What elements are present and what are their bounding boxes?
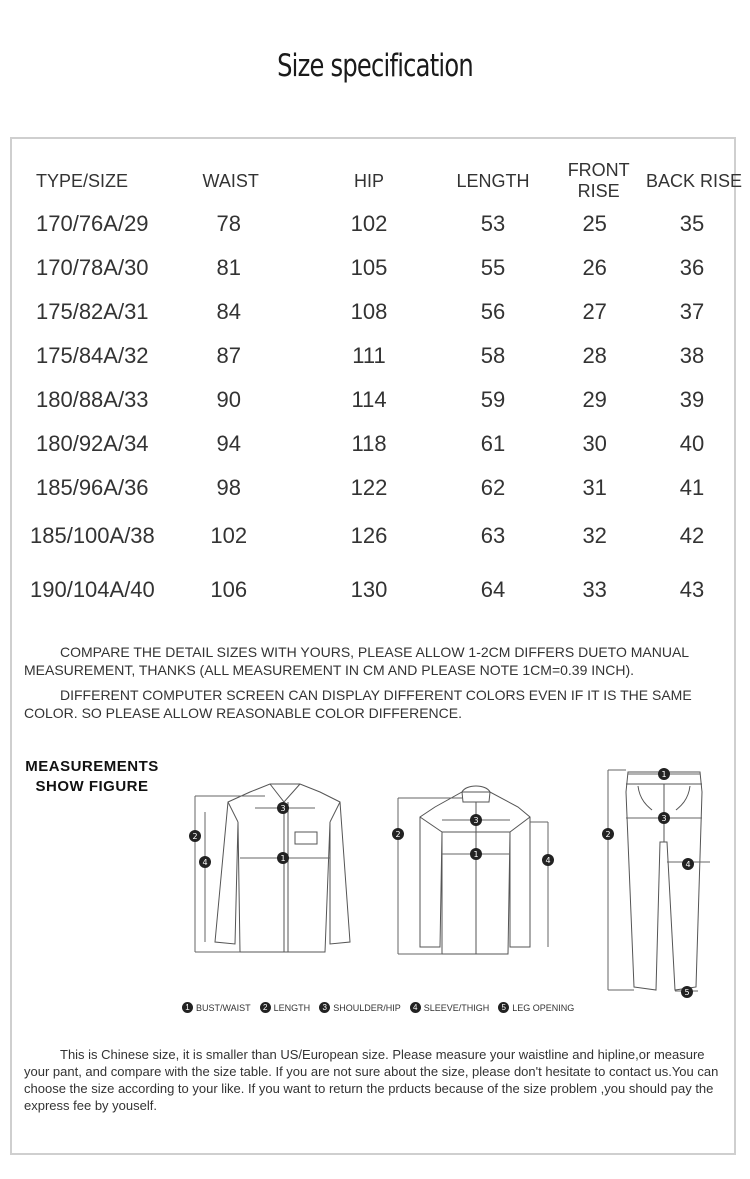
compare-note — [24, 643, 724, 679]
legend-number-icon: 1 — [182, 1002, 193, 1013]
table-row — [22, 246, 750, 290]
legend-label: LENGTH — [273, 1002, 311, 1013]
table-row — [22, 202, 750, 246]
measurement-diagram — [180, 762, 720, 998]
header-type-size: TYPE/SIZE — [36, 170, 129, 191]
cell-waist: 106 — [210, 577, 248, 602]
cell-type-size: 185/96A/36 — [36, 475, 149, 500]
cell-hip: 122 — [350, 475, 388, 500]
table-row — [22, 290, 750, 334]
legend-label: SHOULDER/HIP — [333, 1002, 401, 1013]
svg-text:1: 1 — [473, 850, 479, 859]
legend-label: LEG OPENING — [512, 1002, 575, 1013]
cell-length: 53 — [480, 211, 506, 236]
cell-length: 62 — [480, 475, 506, 500]
measurement-legend — [182, 1002, 574, 1013]
legend-number-icon: 5 — [498, 1002, 509, 1013]
chinese-size-note — [24, 1046, 730, 1114]
color-note-text: DIFFERENT COMPUTER SCREEN CAN DISPLAY DIFFERENT COLORS EVEN IF IT IS THE SAME COLOR. SO PLEASE ALLOW REASONABLE COLOR DIFFERENCE. — [24, 687, 692, 721]
cell-hip: 102 — [350, 211, 388, 236]
cell-front-rise: 33 — [582, 577, 607, 602]
cell-back-rise: 42 — [679, 523, 705, 548]
legend-number-icon: 4 — [410, 1002, 421, 1013]
cell-back-rise: 39 — [679, 387, 705, 412]
cell-type-size: 185/100A/38 — [30, 523, 155, 548]
cell-back-rise: 43 — [679, 577, 705, 602]
cell-hip: 130 — [350, 577, 388, 602]
svg-text:2: 2 — [395, 830, 401, 839]
cell-hip: 118 — [351, 431, 387, 456]
cell-back-rise: 36 — [679, 255, 705, 280]
legend-number-icon: 3 — [319, 1002, 330, 1013]
cell-type-size: 170/78A/30 — [36, 255, 149, 280]
legend-item — [498, 1002, 574, 1013]
cell-waist: 78 — [216, 211, 241, 236]
cell-hip: 111 — [352, 343, 386, 368]
cell-front-rise: 32 — [582, 523, 607, 548]
chinese-size-note-text: This is Chinese size, it is smaller than US/European size. Please measure your waistline and hipline,or measure your pant, and compare with the size table. If you are not sure about the size, please don't hesitate to contact us.You can choose the size according to your like. If you want to return the prducts because of the size problem ,you should pay the express fee by youself. — [24, 1047, 719, 1113]
pants-figure — [626, 772, 702, 990]
figure-label-line2: SHOW FIGURE — [35, 778, 149, 795]
svg-text:1: 1 — [661, 770, 667, 779]
cell-waist: 90 — [216, 387, 241, 412]
cell-front-rise: 29 — [582, 387, 607, 412]
cell-length: 61 — [480, 431, 506, 456]
header-back-rise: BACK RISE — [645, 170, 742, 191]
svg-text:3: 3 — [280, 804, 286, 813]
cell-waist: 87 — [216, 343, 241, 368]
color-note — [24, 686, 724, 722]
table-row — [22, 510, 750, 562]
cell-length: 56 — [480, 299, 506, 324]
figure-label-line1: MEASUREMENTS — [25, 758, 159, 775]
cell-type-size: 180/92A/34 — [36, 431, 149, 456]
cell-hip: 105 — [350, 255, 388, 280]
cell-front-rise: 26 — [582, 255, 607, 280]
cell-back-rise: 41 — [679, 475, 705, 500]
header-waist: WAIST — [202, 170, 259, 191]
cell-length: 59 — [480, 387, 506, 412]
table-row — [22, 466, 750, 510]
cell-type-size: 180/88A/33 — [36, 387, 149, 412]
cell-type-size: 170/76A/29 — [36, 211, 149, 236]
legend-number-icon: 2 — [260, 1002, 271, 1013]
jacket-figure — [420, 786, 530, 954]
cell-waist: 94 — [216, 431, 241, 456]
cell-waist: 98 — [216, 475, 241, 500]
cell-hip: 126 — [350, 523, 388, 548]
cell-back-rise: 35 — [679, 211, 705, 236]
legend-item — [260, 1002, 311, 1013]
cell-length: 58 — [480, 343, 506, 368]
cell-front-rise: 27 — [582, 299, 607, 324]
measurements-figure-label — [22, 757, 162, 797]
table-row — [22, 562, 750, 618]
svg-text:3: 3 — [661, 814, 667, 823]
cell-front-rise: 30 — [582, 431, 607, 456]
svg-text:5: 5 — [684, 988, 690, 997]
header-hip: HIP — [354, 170, 385, 191]
cell-front-rise: 25 — [582, 211, 607, 236]
header-length: LENGTH — [456, 170, 530, 191]
table-header-row — [22, 160, 750, 202]
svg-text:2: 2 — [605, 830, 611, 839]
legend-label: BUST/WAIST — [196, 1002, 251, 1013]
cell-length: 64 — [480, 577, 506, 602]
legend-item — [410, 1002, 490, 1013]
cell-back-rise: 40 — [679, 431, 705, 456]
cell-type-size: 175/84A/32 — [36, 343, 149, 368]
cell-type-size: 175/82A/31 — [36, 299, 149, 324]
svg-text:3: 3 — [473, 816, 479, 825]
cell-back-rise: 38 — [679, 343, 705, 368]
compare-note-text: COMPARE THE DETAIL SIZES WITH YOURS, PLEASE ALLOW 1-2CM DIFFERS DUETO MANUAL MEASUREMENT, THANKS (ALL MEASUREMENT IN CM AND PLEASE NOTE 1CM=0.39 INCH). — [24, 644, 689, 678]
svg-text:1: 1 — [280, 854, 286, 863]
table-row — [22, 334, 750, 378]
svg-text:4: 4 — [202, 858, 208, 867]
cell-type-size: 190/104A/40 — [30, 577, 155, 602]
legend-label: SLEEVE/THIGH — [423, 1002, 490, 1013]
cell-length: 63 — [480, 523, 506, 548]
cell-hip: 114 — [351, 387, 387, 412]
table-row — [22, 378, 750, 422]
cell-waist: 84 — [216, 299, 241, 324]
table-row — [22, 422, 750, 466]
cell-back-rise: 37 — [679, 299, 705, 324]
header-front-rise: FRONT RISE — [567, 160, 630, 201]
svg-text:4: 4 — [685, 860, 691, 869]
cell-hip: 108 — [350, 299, 388, 324]
cell-front-rise: 28 — [582, 343, 607, 368]
cell-waist: 81 — [216, 255, 241, 280]
cell-front-rise: 31 — [582, 475, 607, 500]
cell-length: 55 — [480, 255, 506, 280]
size-table — [22, 160, 750, 618]
svg-text:2: 2 — [192, 832, 198, 841]
svg-text:4: 4 — [545, 856, 551, 865]
legend-item — [182, 1002, 251, 1013]
legend-item — [319, 1002, 401, 1013]
cell-waist: 102 — [210, 523, 248, 548]
page-title: Size specification — [277, 48, 473, 84]
